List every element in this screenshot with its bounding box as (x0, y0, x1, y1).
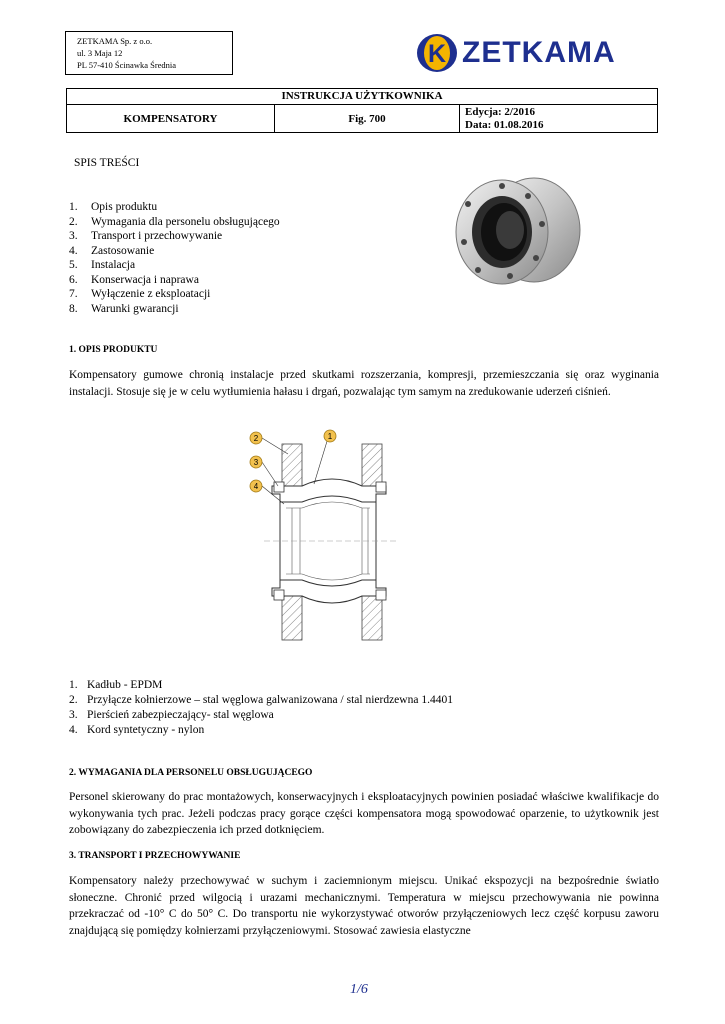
list-item: 3. Pierścień zabezpieczający- stal węglowa (69, 709, 274, 721)
toc-item: 1. Opis produktu (69, 201, 158, 213)
toc-item: 7. Wyłączenie z eksploatacji (69, 288, 211, 300)
toc-item: 4. Zastosowanie (69, 244, 155, 257)
company-street: ul. 3 Maja 12 (77, 48, 123, 58)
toc-item: 2. Wymagania dla personelu obsługującego (69, 215, 280, 228)
section-3-text: Kompensatory należy przechowywać w suchym i zaciemnionym miejscu. Unikać ekspozycji na bezpośrednie światło słoneczne. Chronić przed wilgocią i urazami mechanicznymi. Temperatura w miejscu przechowywania nie powinna przekraczać od -10° C do 50° C. Do transportu nie wykorzystywać otworów przyłączeniowych lecz część korpusu zaworu znajdującą się pomiędzy kołnierzami przyłączeniowymi. Stosować zawiesia elastyczne (69, 875, 659, 937)
section-1-text: Kompensatory gumowe chronią instalacje przed skutkami rozszerzania, kompresji, przemieszczania się oraz wyginania instalacji. Stosuje się je w celu wytłumienia hałasu i drgań, pozwalając tym samym na zredukowanie uderzeń ciśnień. (69, 369, 659, 398)
section-2-text: Personel skierowany do prac montażowych, konserwacyjnych i eksploatacyjnych powinien posiadać właściwe kwalifikacje do wykonywania tych prac. Jeżeli podczas pracy gorące części kompensatora mogą spowodować oparzenie, to użytkownik jest zobowiązany do zabezpieczenia ich przed dotknięciem. (69, 791, 659, 836)
figure-number: Fig. 700 (275, 105, 460, 133)
callout-4 (250, 480, 262, 492)
logo-emblem-icon (416, 33, 458, 73)
page-number: 1/6 (350, 982, 368, 997)
edition-cell (460, 105, 658, 133)
svg-text:3: 3 (253, 458, 259, 467)
company-name: ZETKAMA Sp. z o.o. (77, 36, 153, 46)
section-2-heading: 2. WYMAGANIA DLA PERSONELU OBSŁUGUJĄCEGO (69, 768, 313, 778)
parts-list (69, 678, 453, 738)
list-item: 1. Kadłub - EPDM (69, 679, 163, 691)
company-address-box (65, 31, 233, 75)
zetkama-logo (416, 33, 656, 73)
compensator-photo (448, 172, 588, 292)
toc-title: SPIS TREŚCI (74, 157, 140, 169)
edition-date: Data: 01.08.2016 (465, 118, 544, 131)
svg-text:1: 1 (327, 432, 333, 441)
list-item: 4. Kord syntetyczny - nylon (69, 724, 205, 736)
product-name: KOMPENSATORY (67, 105, 275, 133)
compensator-cross-section-diagram (236, 424, 406, 654)
list-item: 2. Przyłącze kołnierzowe – stal węglowa galwanizowana / stal nierdzewna 1.4401 (69, 694, 453, 706)
company-city: PL 57-410 Ścinawka Średnia (77, 60, 177, 70)
section-3-heading: 3. TRANSPORT I PRZECHOWYWANIE (69, 851, 241, 861)
svg-text:2: 2 (253, 434, 259, 443)
svg-text:4: 4 (253, 482, 259, 491)
callout-3 (250, 456, 262, 468)
toc-item: 8. Warunki gwarancji (69, 302, 179, 315)
logo-text: ZETKAMA (462, 36, 616, 69)
callout-1 (324, 430, 336, 442)
callout-2 (250, 432, 262, 444)
toc-item: 6. Konserwacja i naprawa (69, 273, 199, 286)
section-1-heading: 1. OPIS PRODUKTU (69, 345, 158, 355)
logo-letter: K (427, 40, 447, 68)
toc-item: 5. Instalacja (69, 259, 136, 271)
table-of-contents (69, 200, 280, 316)
document-header-table (66, 88, 658, 133)
document-title: INSTRUKCJA UŻYTKOWNIKA (67, 89, 658, 105)
toc-item: 3. Transport i przechowywanie (69, 230, 223, 242)
edition: Edycja: 2/2016 (465, 105, 535, 118)
